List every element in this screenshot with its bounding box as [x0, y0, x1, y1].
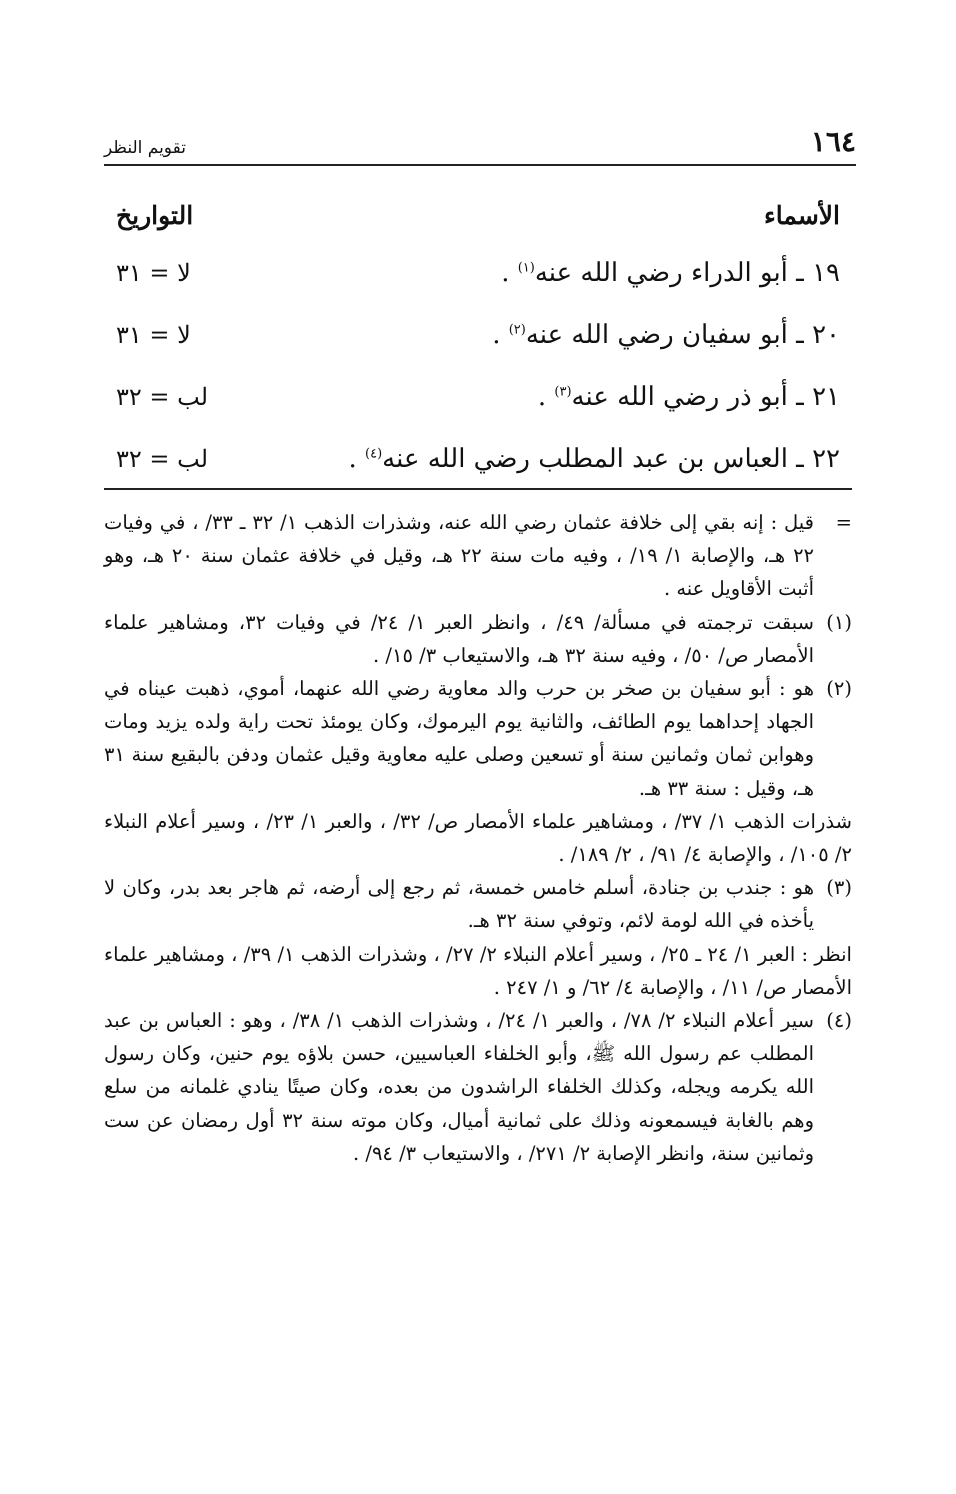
header-divider: [104, 164, 856, 166]
footnote-mark: (٤): [826, 1009, 852, 1033]
entry-date: لب = ٣٢: [116, 445, 209, 473]
entry-name: ٢٠ ـ أبو سفيان رضي الله عنه$^{(٢)}$ .: [492, 320, 840, 350]
page-number: ١٦٤: [810, 125, 856, 158]
footnote-ref: (٢): [508, 322, 526, 338]
footnotes: [104, 506, 852, 1170]
footnote-continuation: [104, 506, 852, 606]
entry-date: لب = ٣٢: [116, 383, 209, 411]
footnote-text: هو : أبو سفيان بن صخر بن حرب والد معاوية رضي الله عنهما، أموي، ذهبت عيناه في الجهاد إحداهما يوم الطائف، والثانية يوم اليرموك، وكان يومئذ تحت راية ولده يزيد ومات وهوابن ثمان وثمانين سنة أو تسعين وصلى عليه معاوية وقيل عثمان ودفن بالبقيع سنة ٣١ هـ، وقيل : سنة ٣٣ هـ.: [104, 677, 814, 800]
table-row: [116, 428, 840, 490]
entry-name: ٢١ ـ أبو ذر رضي الله عنه$^{(٣)}$ .: [537, 382, 840, 412]
footnote-1: [104, 606, 852, 672]
footnote-3: [104, 871, 852, 937]
dates-column-header: التواريخ: [116, 200, 194, 230]
footnote-ref: (١): [517, 260, 535, 276]
footnote-mark: (٢): [826, 677, 852, 701]
entry-name: ٢٢ ـ العباس بن عبد المطلب رضي الله عنه$^{(٤)}$ .: [348, 444, 840, 474]
entry-name: ١٩ ـ أبو الدراء رضي الله عنه$^{(١)}$ .: [501, 258, 840, 288]
table-row: [116, 366, 840, 428]
footnote-ref: (٣): [554, 384, 572, 400]
footnote-text: هو : جندب بن جنادة، أسلم خامس خمسة، ثم رجع إلى أرضه، ثم هاجر بعد بدر، وكان لا يأخذه في الله لومة لائم، وتوفي سنة ٣٢ هـ.: [104, 876, 814, 933]
table-row: [116, 304, 840, 366]
footnote-3-references: انظر : العبر ١/ ٢٤ ـ ٢٥/ ، وسير أعلام النبلاء ٢/ ٢٧/ ، وشذرات الذهب ١/ ٣٩/ ، ومشاهير علماء الأمصار ص/ ١١/ ، والإصابة ٤/ ٦٢/ و ١/ ٢٤٧ .: [104, 942, 852, 999]
footnote-divider: [104, 488, 852, 490]
names-dates-table: [116, 188, 840, 490]
footnote-mark: (١): [826, 610, 852, 634]
footnote-mark: =: [835, 511, 852, 534]
footnote-text: سير أعلام النبلاء ٢/ ٧٨/ ، والعبر ١/ ٢٤/ ، وشذرات الذهب ١/ ٣٨/ ، وهو : العباس بن عبد المطلب عم رسول الله ﷺ، وأبو الخلفاء العباسيين، حسن بلاؤه يوم حنين، وكان رسول الله يكرمه ويجله، وكذلك الخلفاء الراشدون من بعده، وكان صيتًا ينادي غلمانه من سلع وهم بالغابة فيسمعونه وذلك على ثمانية أميال، وكان موته سنة ٣٢ أول رمضان عن ست وثمانين سنة، وانظر الإصابة ٢/ ٢٧١/ ، والاستيعاب ٣/ ٩٤/ .: [104, 1009, 815, 1165]
entry-date: لا = ٣١: [116, 259, 191, 287]
footnote-2-references: شذرات الذهب ١/ ٣٧/ ، ومشاهير علماء الأمصار ص/ ٣٢/ ، والعبر ١/ ٢٣/ ، وسير أعلام النبلاء ٢/ ١٠٥/ ، والإصابة ٤/ ٩١/ ، ٢/ ١٨٩/ .: [104, 809, 852, 867]
footnote-2: [104, 672, 852, 805]
footnote-mark: (٣): [826, 876, 852, 900]
entry-date: لا = ٣١: [116, 321, 191, 349]
names-column-header: الأسماء: [764, 200, 840, 230]
footnote-text: سبقت ترجمته في مسألة/ ٤٩/ ، وانظر العبر ١/ ٢٤/ في وفيات ٣٢، ومشاهير علماء الأمصار ص/ ٥٠/ ، وفيه سنة ٣٢ هـ، والاستيعاب ٣/ ١٥/ .: [104, 610, 814, 667]
footnote-4: [104, 1004, 852, 1170]
footnote-text: قيل : إنه بقي إلى خلافة عثمان رضي الله عنه، وشذرات الذهب ١/ ٣٢ ـ ٣٣/ ، في وفيات ٢٢ هـ، والإصابة ١/ ١٩/ ، وفيه مات سنة ٢٢ هـ، وقيل في خلافة عثمان سنة ٢٠ هـ، وهو أثبت الأقاويل عنه .: [104, 511, 815, 601]
table-row: [116, 242, 840, 304]
running-title: تقويم النظر: [104, 138, 186, 158]
page-header: [104, 122, 856, 158]
table-header-row: [116, 188, 840, 242]
footnote-ref: (٤): [365, 446, 383, 462]
